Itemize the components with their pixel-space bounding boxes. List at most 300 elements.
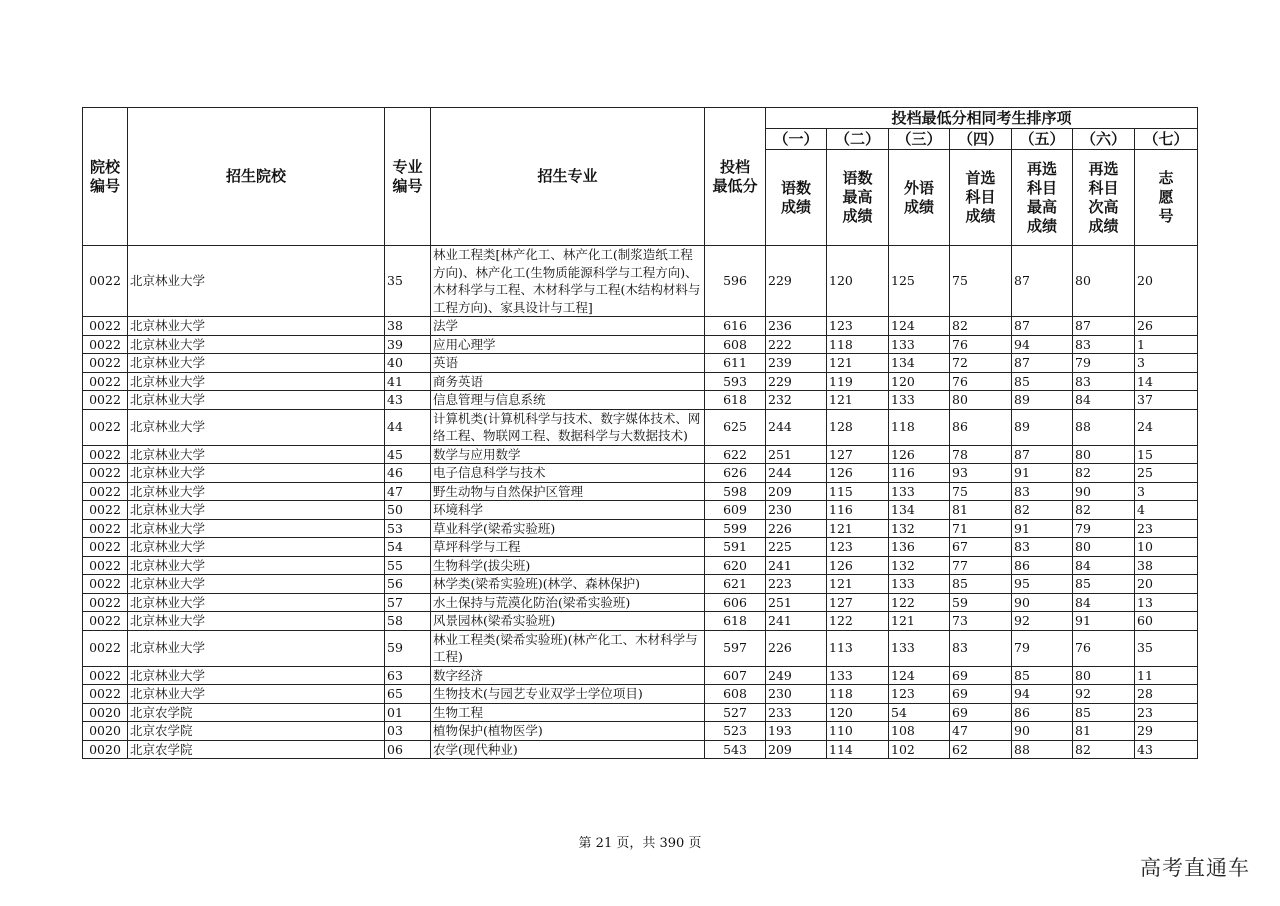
tie-1-cell: 229 <box>766 372 827 391</box>
header-tie-item-2-text: 语数 最高 成绩 <box>842 169 873 225</box>
school-code-cell: 0022 <box>83 538 128 557</box>
major-code-cell: 35 <box>385 246 431 317</box>
tie-2-cell: 126 <box>827 464 889 483</box>
table-row <box>83 685 1198 704</box>
tie-2-cell: 121 <box>827 391 889 410</box>
table-row <box>83 575 1198 594</box>
min-score-cell: 527 <box>705 703 766 722</box>
major-name-cell: 应用心理学 <box>431 335 705 354</box>
tie-7-cell: 26 <box>1135 317 1198 336</box>
major-name-cell: 林业工程类(梁希实验班)(林产化工、木材科学与工程) <box>431 630 705 666</box>
tie-7-cell: 43 <box>1135 740 1198 759</box>
major-code-cell: 56 <box>385 575 431 594</box>
tie-3-cell: 122 <box>889 593 950 612</box>
header-major-name <box>431 108 705 246</box>
major-name-cell: 生物科学(拔尖班) <box>431 556 705 575</box>
header-tie-item-5-text: 再选 科目 最高 成绩 <box>1026 159 1057 235</box>
tie-3-cell: 133 <box>889 630 950 666</box>
tie-3-cell: 132 <box>889 519 950 538</box>
tie-7-cell: 28 <box>1135 685 1198 704</box>
school-name-cell: 北京林业大学 <box>128 409 385 445</box>
tie-4-cell: 77 <box>950 556 1012 575</box>
tie-5-cell: 79 <box>1012 630 1073 666</box>
tie-5-cell: 86 <box>1012 556 1073 575</box>
tie-4-cell: 62 <box>950 740 1012 759</box>
tie-7-cell: 11 <box>1135 666 1198 685</box>
table-row <box>83 556 1198 575</box>
tie-4-cell: 47 <box>950 722 1012 741</box>
school-code-cell: 0022 <box>83 391 128 410</box>
school-code-cell: 0022 <box>83 445 128 464</box>
tie-1-cell: 209 <box>766 740 827 759</box>
tie-6-cell: 82 <box>1073 464 1135 483</box>
tie-3-cell: 120 <box>889 372 950 391</box>
tie-6-cell: 90 <box>1073 482 1135 501</box>
tie-2-cell: 110 <box>827 722 889 741</box>
min-score-cell: 609 <box>705 501 766 520</box>
tie-7-cell: 23 <box>1135 519 1198 538</box>
table-row <box>83 501 1198 520</box>
header-tie-order-2: （二） <box>827 129 889 150</box>
major-name-cell: 电子信息科学与技术 <box>431 464 705 483</box>
tie-2-cell: 118 <box>827 685 889 704</box>
tie-4-cell: 80 <box>950 391 1012 410</box>
tie-4-cell: 75 <box>950 482 1012 501</box>
min-score-cell: 621 <box>705 575 766 594</box>
header-tie-item-7-text: 志 愿 号 <box>1158 169 1174 225</box>
tie-3-cell: 132 <box>889 556 950 575</box>
table-row <box>83 630 1198 666</box>
school-name-cell: 北京林业大学 <box>128 575 385 594</box>
major-code-cell: 58 <box>385 612 431 631</box>
tie-5-cell: 91 <box>1012 464 1073 483</box>
min-score-cell: 608 <box>705 685 766 704</box>
header-tie-item-6-text: 再选 科目 次高 成绩 <box>1088 159 1119 235</box>
tie-1-cell: 230 <box>766 685 827 704</box>
school-code-cell: 0022 <box>83 612 128 631</box>
tie-6-cell: 85 <box>1073 575 1135 594</box>
header-tie-item-4-text: 首选 科目 成绩 <box>965 169 996 225</box>
header-min-score <box>705 108 766 246</box>
school-name-cell: 北京林业大学 <box>128 354 385 373</box>
tie-1-cell: 236 <box>766 317 827 336</box>
tie-6-cell: 80 <box>1073 666 1135 685</box>
school-name-cell: 北京林业大学 <box>128 685 385 704</box>
major-name-cell: 水土保持与荒漠化防治(梁希实验班) <box>431 593 705 612</box>
school-name-cell: 北京农学院 <box>128 722 385 741</box>
tie-6-cell: 81 <box>1073 722 1135 741</box>
tie-5-cell: 91 <box>1012 519 1073 538</box>
school-name-cell: 北京林业大学 <box>128 335 385 354</box>
table-row <box>83 740 1198 759</box>
tie-6-cell: 82 <box>1073 740 1135 759</box>
school-name-cell: 北京林业大学 <box>128 666 385 685</box>
tie-1-cell: 249 <box>766 666 827 685</box>
tie-5-cell: 87 <box>1012 354 1073 373</box>
header-tie-item-3-text: 外语 成绩 <box>903 178 934 216</box>
tie-2-cell: 120 <box>827 703 889 722</box>
min-score-cell: 625 <box>705 409 766 445</box>
header-school-code-text: 院校 编号 <box>89 157 120 195</box>
tie-5-cell: 87 <box>1012 445 1073 464</box>
tie-6-cell: 80 <box>1073 246 1135 317</box>
tie-2-cell: 121 <box>827 575 889 594</box>
header-tie-order-6: （六） <box>1073 129 1135 150</box>
min-score-cell: 607 <box>705 666 766 685</box>
header-school-name-text: 招生院校 <box>225 167 286 185</box>
tie-3-cell: 125 <box>889 246 950 317</box>
tie-7-cell: 29 <box>1135 722 1198 741</box>
school-name-cell: 北京林业大学 <box>128 630 385 666</box>
min-score-cell: 591 <box>705 538 766 557</box>
tie-1-cell: 229 <box>766 246 827 317</box>
min-score-cell: 620 <box>705 556 766 575</box>
table-row <box>83 666 1198 685</box>
tie-1-cell: 223 <box>766 575 827 594</box>
tie-4-cell: 76 <box>950 372 1012 391</box>
tie-6-cell: 84 <box>1073 556 1135 575</box>
school-code-cell: 0022 <box>83 501 128 520</box>
tie-1-cell: 233 <box>766 703 827 722</box>
header-tie-order-5: （五） <box>1012 129 1073 150</box>
tie-1-cell: 225 <box>766 538 827 557</box>
major-name-cell: 信息管理与信息系统 <box>431 391 705 410</box>
major-code-cell: 39 <box>385 335 431 354</box>
tie-4-cell: 83 <box>950 630 1012 666</box>
tie-4-cell: 85 <box>950 575 1012 594</box>
tie-6-cell: 80 <box>1073 538 1135 557</box>
tie-1-cell: 226 <box>766 630 827 666</box>
header-major-code-text: 专业 编号 <box>392 157 423 195</box>
tie-4-cell: 69 <box>950 666 1012 685</box>
min-score-cell: 622 <box>705 445 766 464</box>
tie-3-cell: 116 <box>889 464 950 483</box>
min-score-cell: 523 <box>705 722 766 741</box>
tie-4-cell: 72 <box>950 354 1012 373</box>
table-row <box>83 372 1198 391</box>
tie-5-cell: 88 <box>1012 740 1073 759</box>
school-name-cell: 北京林业大学 <box>128 391 385 410</box>
tie-7-cell: 24 <box>1135 409 1198 445</box>
tie-2-cell: 113 <box>827 630 889 666</box>
header-tie-item-7 <box>1135 150 1198 246</box>
tie-6-cell: 82 <box>1073 501 1135 520</box>
table-row <box>83 482 1198 501</box>
tie-5-cell: 83 <box>1012 538 1073 557</box>
major-name-cell: 林学类(梁希实验班)(林学、森林保护) <box>431 575 705 594</box>
major-name-cell: 商务英语 <box>431 372 705 391</box>
header-major-code <box>385 108 431 246</box>
major-code-cell: 03 <box>385 722 431 741</box>
tie-3-cell: 133 <box>889 391 950 410</box>
tie-7-cell: 60 <box>1135 612 1198 631</box>
school-name-cell: 北京林业大学 <box>128 464 385 483</box>
header-tie-item-2 <box>827 150 889 246</box>
min-score-cell: 626 <box>705 464 766 483</box>
tie-7-cell: 4 <box>1135 501 1198 520</box>
tie-2-cell: 118 <box>827 335 889 354</box>
tie-6-cell: 88 <box>1073 409 1135 445</box>
header-tie-order-3: （三） <box>889 129 950 150</box>
major-code-cell: 47 <box>385 482 431 501</box>
tie-5-cell: 83 <box>1012 482 1073 501</box>
tie-1-cell: 239 <box>766 354 827 373</box>
tie-2-cell: 122 <box>827 612 889 631</box>
major-code-cell: 38 <box>385 317 431 336</box>
tie-3-cell: 121 <box>889 612 950 631</box>
tie-3-cell: 118 <box>889 409 950 445</box>
tie-7-cell: 38 <box>1135 556 1198 575</box>
tie-4-cell: 86 <box>950 409 1012 445</box>
header-min-score-text: 投档 最低分 <box>712 157 758 195</box>
school-code-cell: 0022 <box>83 317 128 336</box>
min-score-cell: 593 <box>705 372 766 391</box>
school-code-cell: 0022 <box>83 372 128 391</box>
tie-5-cell: 85 <box>1012 666 1073 685</box>
major-code-cell: 59 <box>385 630 431 666</box>
school-name-cell: 北京林业大学 <box>128 519 385 538</box>
tie-3-cell: 108 <box>889 722 950 741</box>
major-name-cell: 法学 <box>431 317 705 336</box>
tie-5-cell: 89 <box>1012 391 1073 410</box>
major-name-cell: 农学(现代种业) <box>431 740 705 759</box>
tie-3-cell: 54 <box>889 703 950 722</box>
tie-4-cell: 81 <box>950 501 1012 520</box>
tie-7-cell: 35 <box>1135 630 1198 666</box>
tie-6-cell: 79 <box>1073 354 1135 373</box>
table-row <box>83 335 1198 354</box>
tie-1-cell: 232 <box>766 391 827 410</box>
tie-6-cell: 84 <box>1073 593 1135 612</box>
tie-5-cell: 87 <box>1012 246 1073 317</box>
tie-6-cell: 79 <box>1073 519 1135 538</box>
min-score-cell: 608 <box>705 335 766 354</box>
tie-7-cell: 20 <box>1135 575 1198 594</box>
tie-4-cell: 73 <box>950 612 1012 631</box>
major-code-cell: 53 <box>385 519 431 538</box>
tie-4-cell: 69 <box>950 685 1012 704</box>
page-footer: 第 21 页，共 390 页 <box>578 836 702 851</box>
major-code-cell: 46 <box>385 464 431 483</box>
major-code-cell: 43 <box>385 391 431 410</box>
major-name-cell: 英语 <box>431 354 705 373</box>
tie-6-cell: 91 <box>1073 612 1135 631</box>
tie-1-cell: 193 <box>766 722 827 741</box>
school-code-cell: 0022 <box>83 630 128 666</box>
major-name-cell: 数字经济 <box>431 666 705 685</box>
school-code-cell: 0022 <box>83 666 128 685</box>
tie-5-cell: 95 <box>1012 575 1073 594</box>
tie-6-cell: 80 <box>1073 445 1135 464</box>
tie-6-cell: 83 <box>1073 335 1135 354</box>
tie-1-cell: 251 <box>766 445 827 464</box>
table-body <box>83 246 1198 759</box>
header-tie-item-1 <box>766 150 827 246</box>
header-school-code <box>83 108 128 246</box>
tie-5-cell: 90 <box>1012 593 1073 612</box>
tie-6-cell: 85 <box>1073 703 1135 722</box>
major-code-cell: 01 <box>385 703 431 722</box>
tie-2-cell: 127 <box>827 445 889 464</box>
tie-2-cell: 133 <box>827 666 889 685</box>
table-row <box>83 317 1198 336</box>
header-tie-order-4: （四） <box>950 129 1012 150</box>
major-code-cell: 40 <box>385 354 431 373</box>
school-code-cell: 0022 <box>83 335 128 354</box>
major-code-cell: 44 <box>385 409 431 445</box>
tie-5-cell: 90 <box>1012 722 1073 741</box>
school-name-cell: 北京林业大学 <box>128 372 385 391</box>
tie-2-cell: 116 <box>827 501 889 520</box>
tie-2-cell: 121 <box>827 354 889 373</box>
tie-2-cell: 120 <box>827 246 889 317</box>
header-tie-order-7: （七） <box>1135 129 1198 150</box>
major-code-cell: 57 <box>385 593 431 612</box>
school-code-cell: 0020 <box>83 740 128 759</box>
tie-2-cell: 123 <box>827 538 889 557</box>
major-name-cell: 环境科学 <box>431 501 705 520</box>
tie-2-cell: 128 <box>827 409 889 445</box>
school-name-cell: 北京林业大学 <box>128 445 385 464</box>
table-row <box>83 538 1198 557</box>
table-row <box>83 722 1198 741</box>
tie-6-cell: 76 <box>1073 630 1135 666</box>
tie-4-cell: 69 <box>950 703 1012 722</box>
tie-3-cell: 134 <box>889 501 950 520</box>
table-row <box>83 445 1198 464</box>
tie-5-cell: 82 <box>1012 501 1073 520</box>
tie-7-cell: 25 <box>1135 464 1198 483</box>
tie-7-cell: 1 <box>1135 335 1198 354</box>
admission-score-table <box>82 107 1198 759</box>
tie-3-cell: 124 <box>889 666 950 685</box>
tie-4-cell: 76 <box>950 335 1012 354</box>
tie-6-cell: 87 <box>1073 317 1135 336</box>
tie-1-cell: 244 <box>766 464 827 483</box>
major-code-cell: 55 <box>385 556 431 575</box>
tie-1-cell: 244 <box>766 409 827 445</box>
tie-3-cell: 126 <box>889 445 950 464</box>
school-name-cell: 北京林业大学 <box>128 501 385 520</box>
major-name-cell: 草业科学(梁希实验班) <box>431 519 705 538</box>
tie-5-cell: 92 <box>1012 612 1073 631</box>
header-tie-item-5 <box>1012 150 1073 246</box>
school-name-cell: 北京林业大学 <box>128 246 385 317</box>
tie-7-cell: 14 <box>1135 372 1198 391</box>
tie-5-cell: 89 <box>1012 409 1073 445</box>
tie-5-cell: 87 <box>1012 317 1073 336</box>
table-row <box>83 464 1198 483</box>
school-code-cell: 0020 <box>83 703 128 722</box>
tie-2-cell: 123 <box>827 317 889 336</box>
table-row <box>83 354 1198 373</box>
tie-2-cell: 127 <box>827 593 889 612</box>
school-code-cell: 0022 <box>83 593 128 612</box>
tie-2-cell: 126 <box>827 556 889 575</box>
tie-7-cell: 37 <box>1135 391 1198 410</box>
tie-1-cell: 226 <box>766 519 827 538</box>
tie-4-cell: 82 <box>950 317 1012 336</box>
school-code-cell: 0022 <box>83 464 128 483</box>
major-code-cell: 50 <box>385 501 431 520</box>
tie-3-cell: 102 <box>889 740 950 759</box>
tie-2-cell: 119 <box>827 372 889 391</box>
major-name-cell: 草坪科学与工程 <box>431 538 705 557</box>
tie-4-cell: 59 <box>950 593 1012 612</box>
min-score-cell: 597 <box>705 630 766 666</box>
tie-3-cell: 136 <box>889 538 950 557</box>
tie-3-cell: 123 <box>889 685 950 704</box>
major-name-cell: 生物工程 <box>431 703 705 722</box>
major-name-cell: 生物技术(与园艺专业双学士学位项目) <box>431 685 705 704</box>
tie-4-cell: 75 <box>950 246 1012 317</box>
min-score-cell: 618 <box>705 612 766 631</box>
header-tie-group: 投档最低分相同考生排序项 <box>766 108 1198 129</box>
header-tie-item-4 <box>950 150 1012 246</box>
tie-5-cell: 85 <box>1012 372 1073 391</box>
major-name-cell: 数学与应用数学 <box>431 445 705 464</box>
tie-2-cell: 115 <box>827 482 889 501</box>
major-name-cell: 野生动物与自然保护区管理 <box>431 482 705 501</box>
table-row <box>83 246 1198 317</box>
tie-1-cell: 230 <box>766 501 827 520</box>
school-name-cell: 北京林业大学 <box>128 612 385 631</box>
school-name-cell: 北京农学院 <box>128 740 385 759</box>
tie-3-cell: 124 <box>889 317 950 336</box>
school-name-cell: 北京林业大学 <box>128 538 385 557</box>
min-score-cell: 611 <box>705 354 766 373</box>
tie-4-cell: 78 <box>950 445 1012 464</box>
tie-7-cell: 13 <box>1135 593 1198 612</box>
tie-2-cell: 121 <box>827 519 889 538</box>
tie-1-cell: 251 <box>766 593 827 612</box>
tie-3-cell: 134 <box>889 354 950 373</box>
tie-7-cell: 3 <box>1135 354 1198 373</box>
tie-6-cell: 83 <box>1073 372 1135 391</box>
min-score-cell: 599 <box>705 519 766 538</box>
tie-4-cell: 67 <box>950 538 1012 557</box>
school-code-cell: 0022 <box>83 409 128 445</box>
table-row <box>83 593 1198 612</box>
min-score-cell: 606 <box>705 593 766 612</box>
school-code-cell: 0022 <box>83 246 128 317</box>
tie-7-cell: 3 <box>1135 482 1198 501</box>
school-code-cell: 0022 <box>83 482 128 501</box>
table-row <box>83 409 1198 445</box>
school-name-cell: 北京林业大学 <box>128 317 385 336</box>
table-row <box>83 519 1198 538</box>
major-name-cell: 植物保护(植物医学) <box>431 722 705 741</box>
major-name-cell: 林业工程类[林产化工、林产化工(制浆造纸工程方向)、林产化工(生物质能源科学与工程方向)、木材科学与工程、木材科学与工程(木结构材料与工程方向)、家具设计与工程] <box>431 246 705 317</box>
min-score-cell: 543 <box>705 740 766 759</box>
major-code-cell: 54 <box>385 538 431 557</box>
min-score-cell: 596 <box>705 246 766 317</box>
major-code-cell: 06 <box>385 740 431 759</box>
tie-4-cell: 93 <box>950 464 1012 483</box>
table-row <box>83 612 1198 631</box>
school-code-cell: 0022 <box>83 519 128 538</box>
tie-7-cell: 10 <box>1135 538 1198 557</box>
tie-1-cell: 209 <box>766 482 827 501</box>
school-code-cell: 0022 <box>83 354 128 373</box>
tie-1-cell: 241 <box>766 556 827 575</box>
min-score-cell: 618 <box>705 391 766 410</box>
header-tie-item-1-text: 语数 成绩 <box>780 178 811 216</box>
header-tie-item-3 <box>889 150 950 246</box>
tie-3-cell: 133 <box>889 335 950 354</box>
header-school-name <box>128 108 385 246</box>
school-name-cell: 北京林业大学 <box>128 482 385 501</box>
